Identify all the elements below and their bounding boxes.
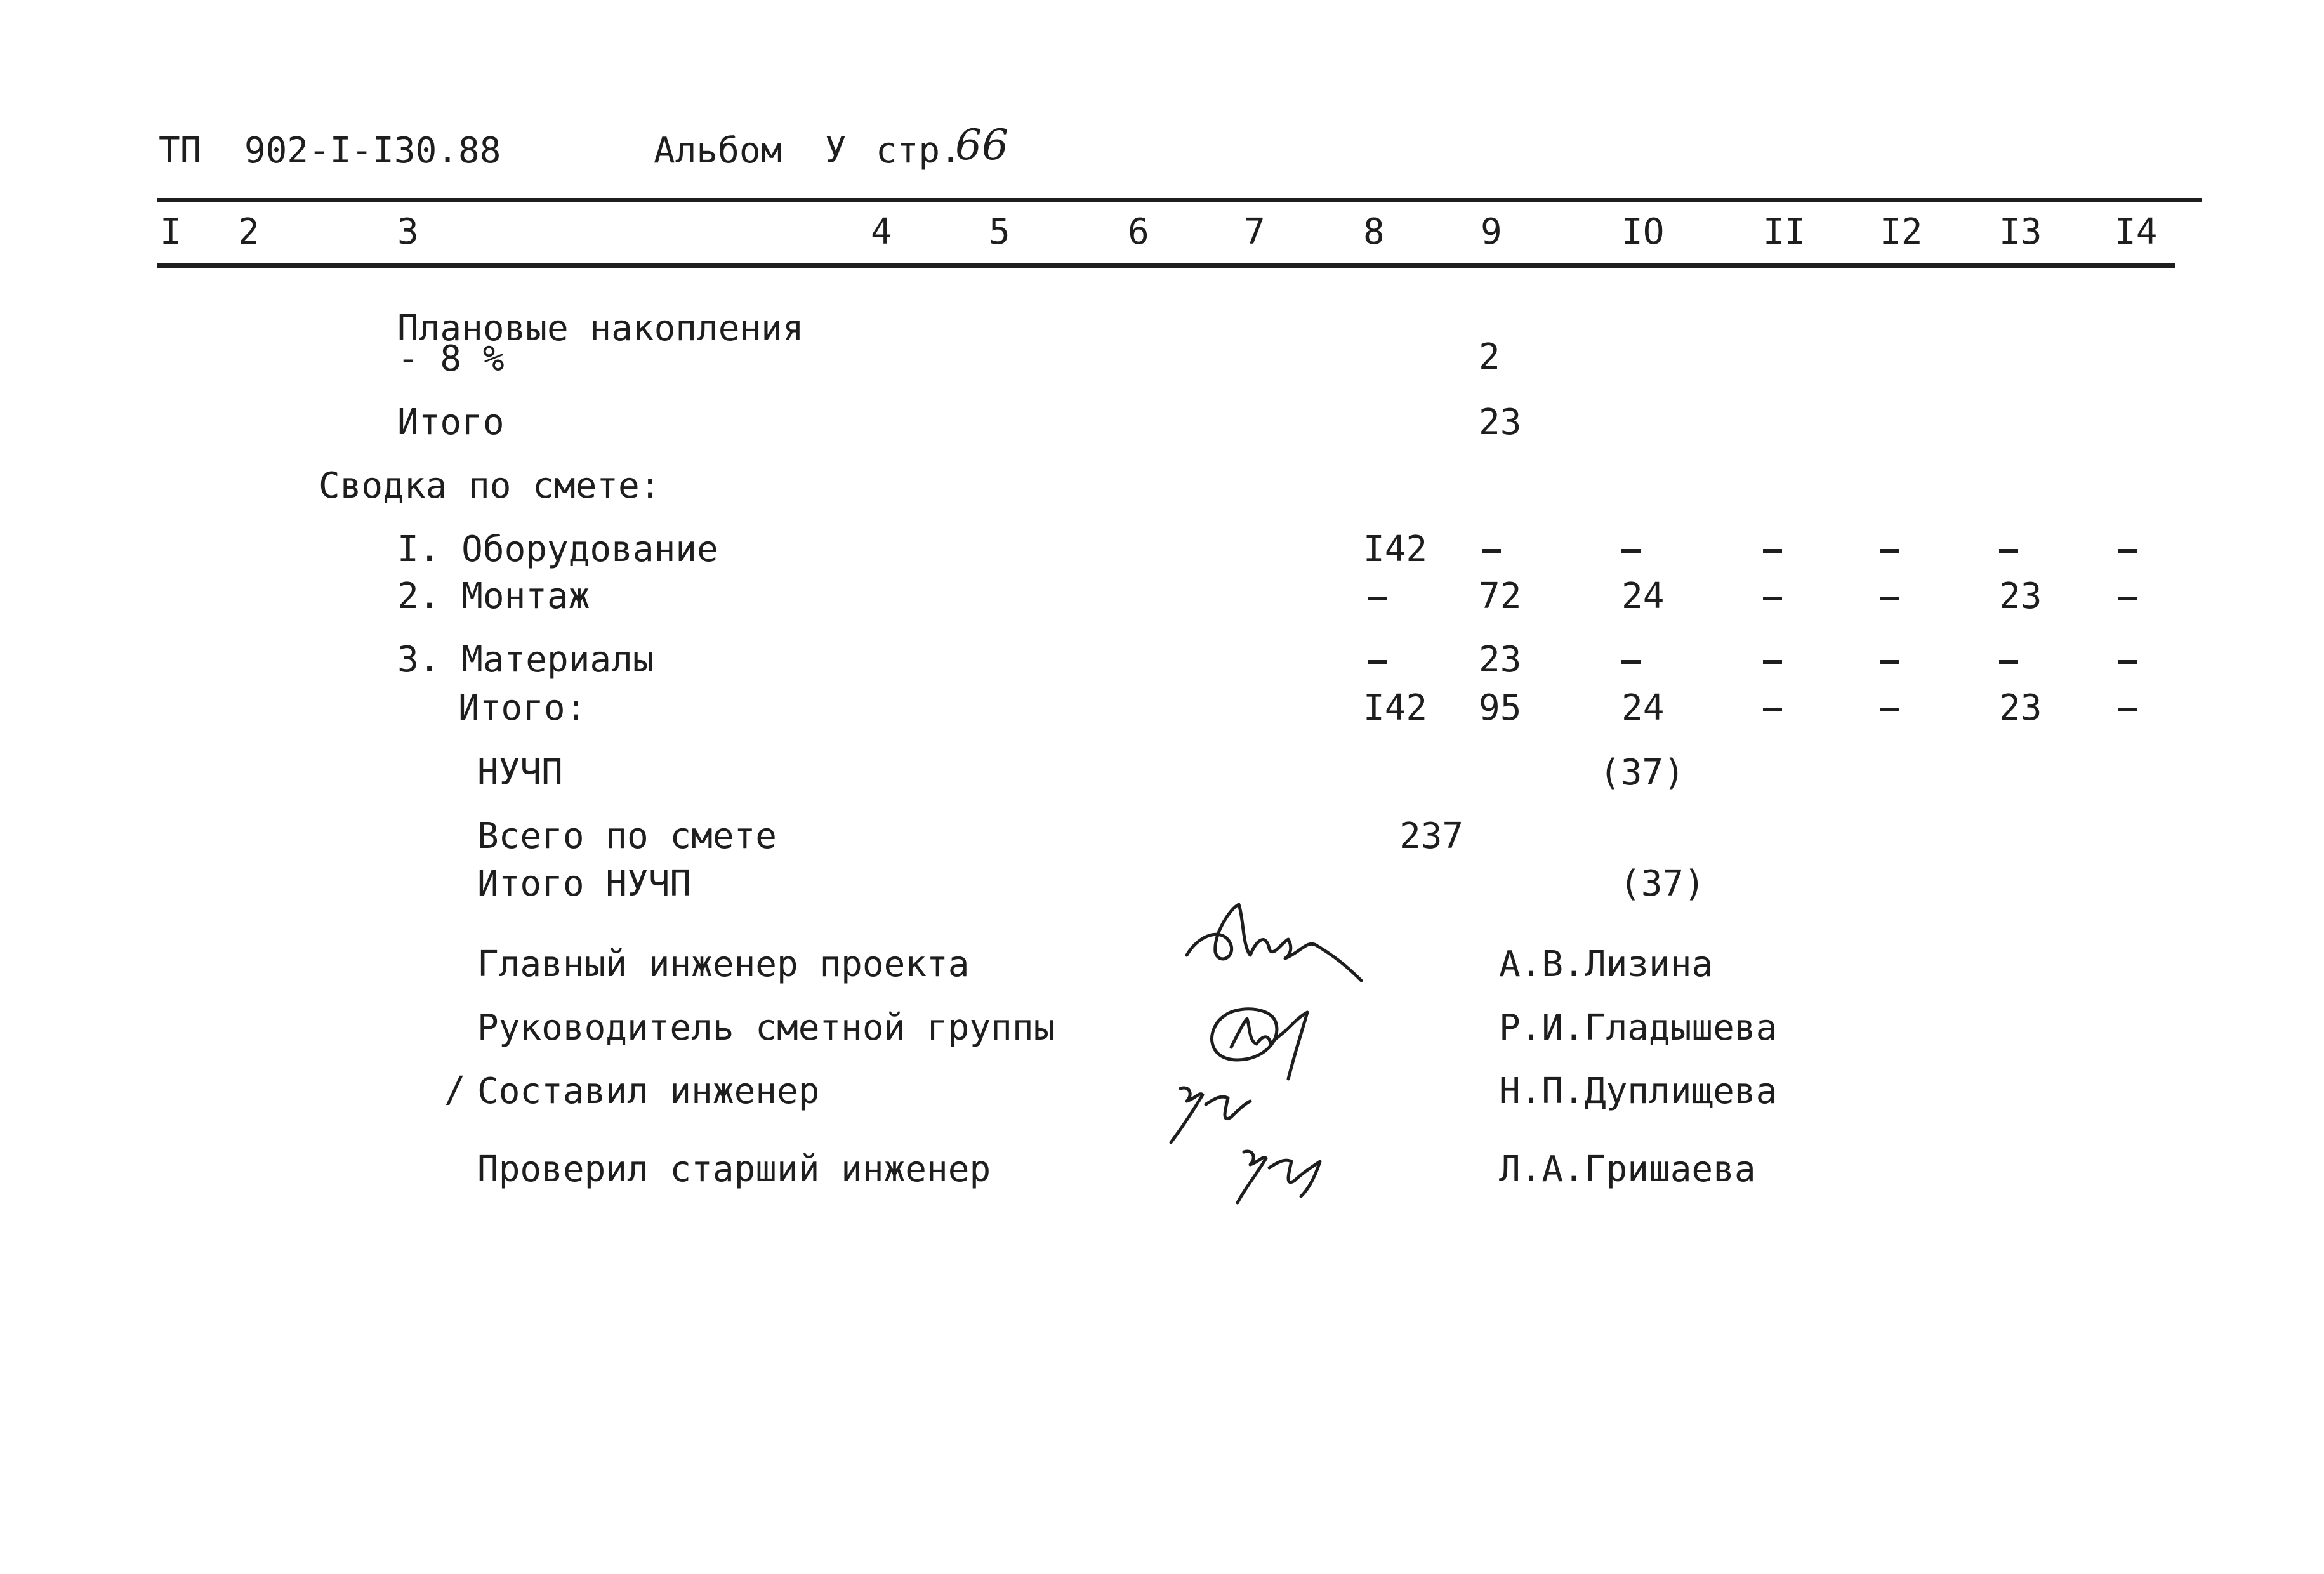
- author-role: Составил инженер: [477, 1071, 820, 1112]
- col-header-12: I2: [1880, 211, 1923, 253]
- total-label: Итого:: [458, 687, 587, 729]
- author-mark: /: [444, 1069, 466, 1111]
- header-top-rule: [157, 198, 2202, 202]
- col-header-6: 6: [1128, 211, 1149, 253]
- col-header-2: 2: [238, 211, 260, 253]
- checker-role: Проверил старший инженер: [477, 1149, 991, 1190]
- subtotal-value: 23: [1479, 402, 1522, 443]
- dash: [1368, 660, 1387, 664]
- dash: [1621, 549, 1641, 553]
- dash: [1880, 660, 1899, 664]
- nuchp-label: НУЧП: [477, 752, 563, 793]
- subtotal-label: Итого: [397, 402, 505, 443]
- checker-signature: [1225, 1136, 1333, 1206]
- page-number: 66: [955, 121, 1008, 169]
- album-label: Альбом У: [654, 130, 847, 171]
- col-header-14: I4: [2115, 211, 2158, 253]
- dash: [2118, 708, 2137, 711]
- col-header-7: 7: [1244, 211, 1265, 253]
- col-header-11: II: [1763, 211, 1806, 253]
- mounting-c9: 72: [1479, 576, 1522, 617]
- dash: [1880, 597, 1899, 600]
- grand-total-label: Всего по смете: [477, 816, 777, 857]
- total-c10: 24: [1621, 687, 1665, 729]
- estimate-head-name: Р.И.Гладышева: [1499, 1007, 1778, 1048]
- dash: [1999, 660, 2018, 664]
- nuchp-total-value: (37): [1620, 863, 1705, 904]
- col-header-1: I: [160, 211, 182, 253]
- mounting-c13: 23: [1999, 576, 2042, 617]
- total-c8: I42: [1363, 687, 1428, 729]
- total-c13: 23: [1999, 687, 2042, 729]
- dash: [1999, 549, 2018, 553]
- dash: [1763, 708, 1782, 711]
- dash: [1763, 549, 1782, 553]
- dash: [2118, 549, 2137, 553]
- dash: [2118, 597, 2137, 600]
- mounting-label: 2. Монтаж: [397, 576, 590, 617]
- col-header-5: 5: [989, 211, 1010, 253]
- dash: [1880, 708, 1899, 711]
- header-bottom-rule: [157, 263, 2175, 268]
- page-label: стр.: [876, 130, 961, 171]
- total-c9: 95: [1479, 687, 1522, 729]
- equipment-label: I. Оборудование: [397, 529, 718, 570]
- planned-savings-percent: - 8 %: [397, 338, 505, 380]
- dash: [1482, 549, 1501, 553]
- dash: [1880, 549, 1899, 553]
- dash: [1621, 660, 1641, 664]
- chief-engineer-name: А.В.Лизина: [1499, 944, 1713, 985]
- nuchp-value: (37): [1599, 752, 1685, 793]
- col-header-4: 4: [871, 211, 892, 253]
- mounting-c10: 24: [1621, 576, 1665, 617]
- nuchp-total-label: Итого НУЧП: [477, 863, 692, 904]
- summary-heading: Сводка по смете:: [319, 465, 661, 506]
- col-header-13: I3: [1999, 211, 2042, 253]
- estimate-head-role: Руководитель сметной группы: [477, 1007, 1055, 1048]
- grand-total-value: 237: [1399, 816, 1464, 857]
- estimate-head-signature: [1199, 990, 1326, 1085]
- doc-code: ТП 902-I-I30.88: [159, 130, 501, 171]
- dash: [1368, 597, 1387, 600]
- col-header-10: IO: [1621, 211, 1665, 253]
- equipment-c8: I42: [1363, 529, 1428, 570]
- author-name: Н.П.Дуплищева: [1499, 1071, 1778, 1112]
- checker-name: Л.А.Гришаева: [1499, 1149, 1756, 1190]
- planned-savings-value: 2: [1479, 336, 1500, 378]
- dash: [1763, 660, 1782, 664]
- col-header-9: 9: [1481, 211, 1502, 253]
- materials-label: 3. Материалы: [397, 639, 654, 680]
- chief-engineer-signature: [1180, 895, 1364, 990]
- col-header-8: 8: [1363, 211, 1385, 253]
- dash: [1763, 597, 1782, 600]
- planned-savings-label: Плановые накопления: [397, 308, 804, 349]
- chief-engineer-role: Главный инженер проекта: [477, 944, 970, 985]
- materials-c9: 23: [1479, 639, 1522, 680]
- dash: [2118, 660, 2137, 664]
- col-header-3: 3: [397, 211, 419, 253]
